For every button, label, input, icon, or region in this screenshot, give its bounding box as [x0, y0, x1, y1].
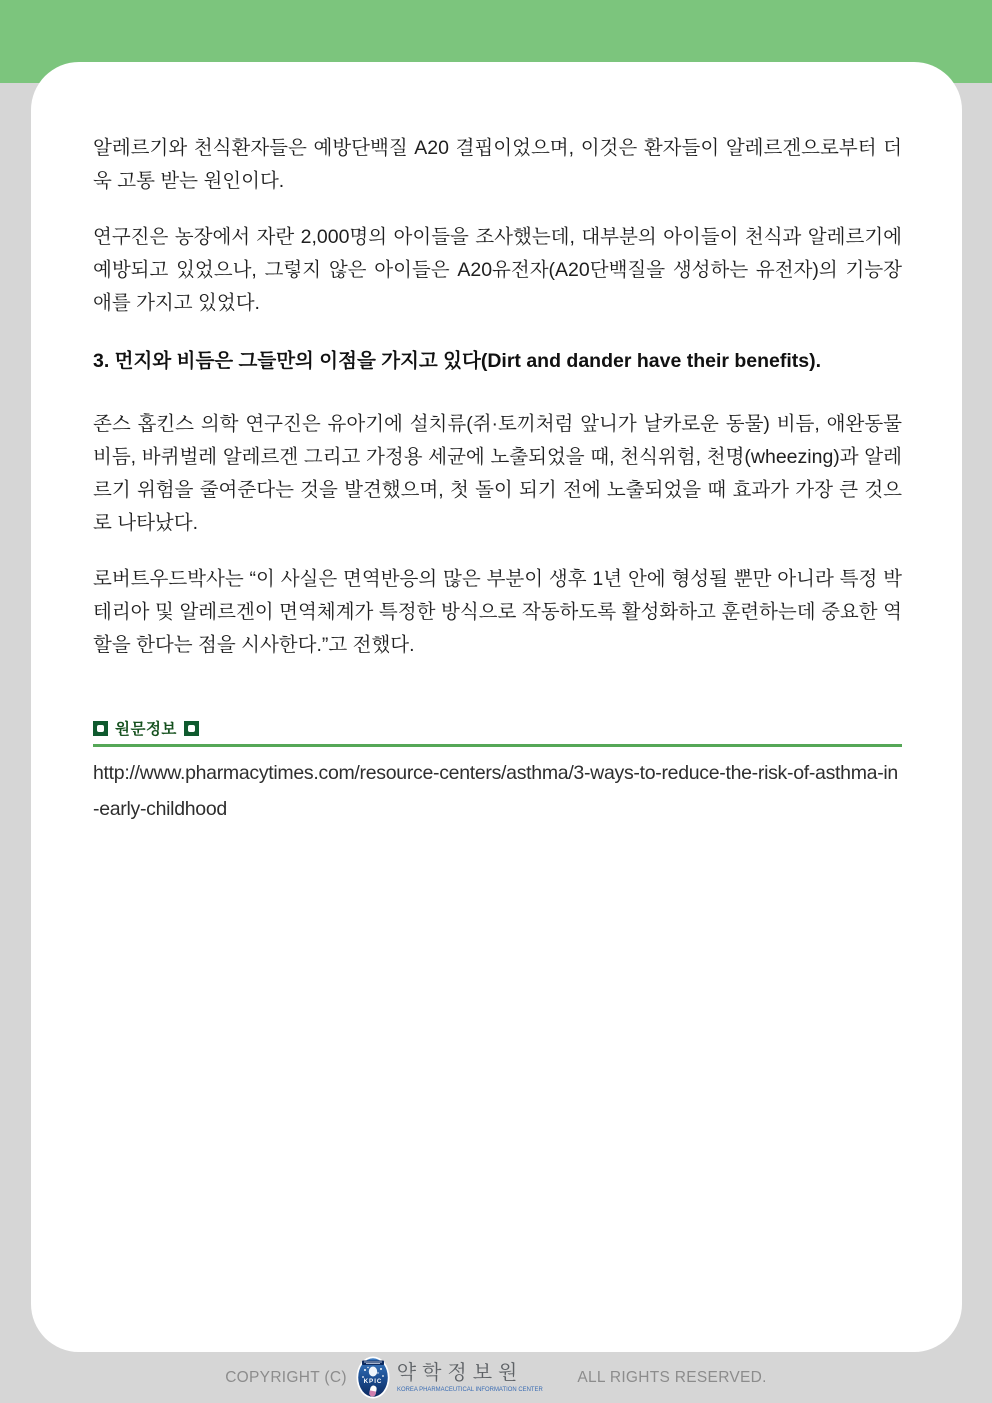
kpic-name-english: KOREA PHARMACEUTICAL INFORMATION CENTER: [396, 1386, 543, 1392]
kpic-name-korean: 약학정보원: [396, 1361, 524, 1384]
green-square-bullet-icon: [93, 721, 108, 736]
page-footer: [0, 1352, 992, 1403]
kpic-logo-icon: [356, 1356, 390, 1399]
body-paragraph: 알레르기와 천식환자들은 예방단백질 A20 결핍이었으며, 이것은 환자들이 알레르겐으로부터 더욱 고통 받는 원인이다.: [93, 137, 902, 192]
source-info-section: [93, 717, 902, 827]
document-page-card: [31, 62, 962, 1352]
copyright-text: COPYRIGHT (C): [225, 1368, 347, 1386]
body-paragraph: 연구진은 농장에서 자란 2,000명의 아이들을 조사했는데, 대부분의 아이들이 천식과 알레르기에 예방되고 있었으나, 그렇지 않은 아이들은 A20유전자(A20단백질을 생성하는 유전자)의 기능장애를 가지고 있었다.: [93, 226, 902, 314]
kpic-logo-group: [356, 1356, 569, 1399]
section-heading: 3. 먼지와 비듬은 그들만의 이점을 가지고 있다(Dirt and dander have their benefits).: [93, 350, 822, 372]
source-info-header: [93, 717, 902, 747]
svg-text:KPIC: KPIC: [363, 1378, 383, 1385]
document-content: [31, 62, 962, 827]
source-info-label: 원문정보: [115, 721, 177, 738]
body-paragraph: 존스 홉킨스 의학 연구진은 유아기에 설치류(쥐·토끼처럼 앞니가 날카로운 동물) 비듬, 애완동물 비듬, 바퀴벌레 알레르겐 그리고 가정용 세균에 노출되었을 때, 천식위험, 천명(wheezing)과 알레르기 위험을 줄여준다는 것을 발견했으며, 첫 돌이 되기 전에 노출되었을 때 효과가 가장 큰 것으로 나타났다.: [93, 413, 902, 534]
kpic-logo-name: [397, 1363, 569, 1393]
body-paragraph: 로버트우드박사는 “이 사실은 면역반응의 많은 부분이 생후 1년 안에 형성될 뿐만 아니라 특정 박테리아 및 알레르겐이 면역체계가 특정한 방식으로 작동하도록 활성화하고 훈련하는데 중요한 역할을 한다는 점을 시사한다.”고 전했다.: [93, 568, 902, 656]
source-url-link[interactable]: http://www.pharmacytimes.com/resource-centers/asthma/3-ways-to-reduce-the-risk-of-asthma-in-early-childhood: [93, 762, 898, 820]
green-square-bullet-icon: [184, 721, 199, 736]
all-rights-reserved-text: ALL RIGHTS RESERVED.: [577, 1368, 767, 1386]
